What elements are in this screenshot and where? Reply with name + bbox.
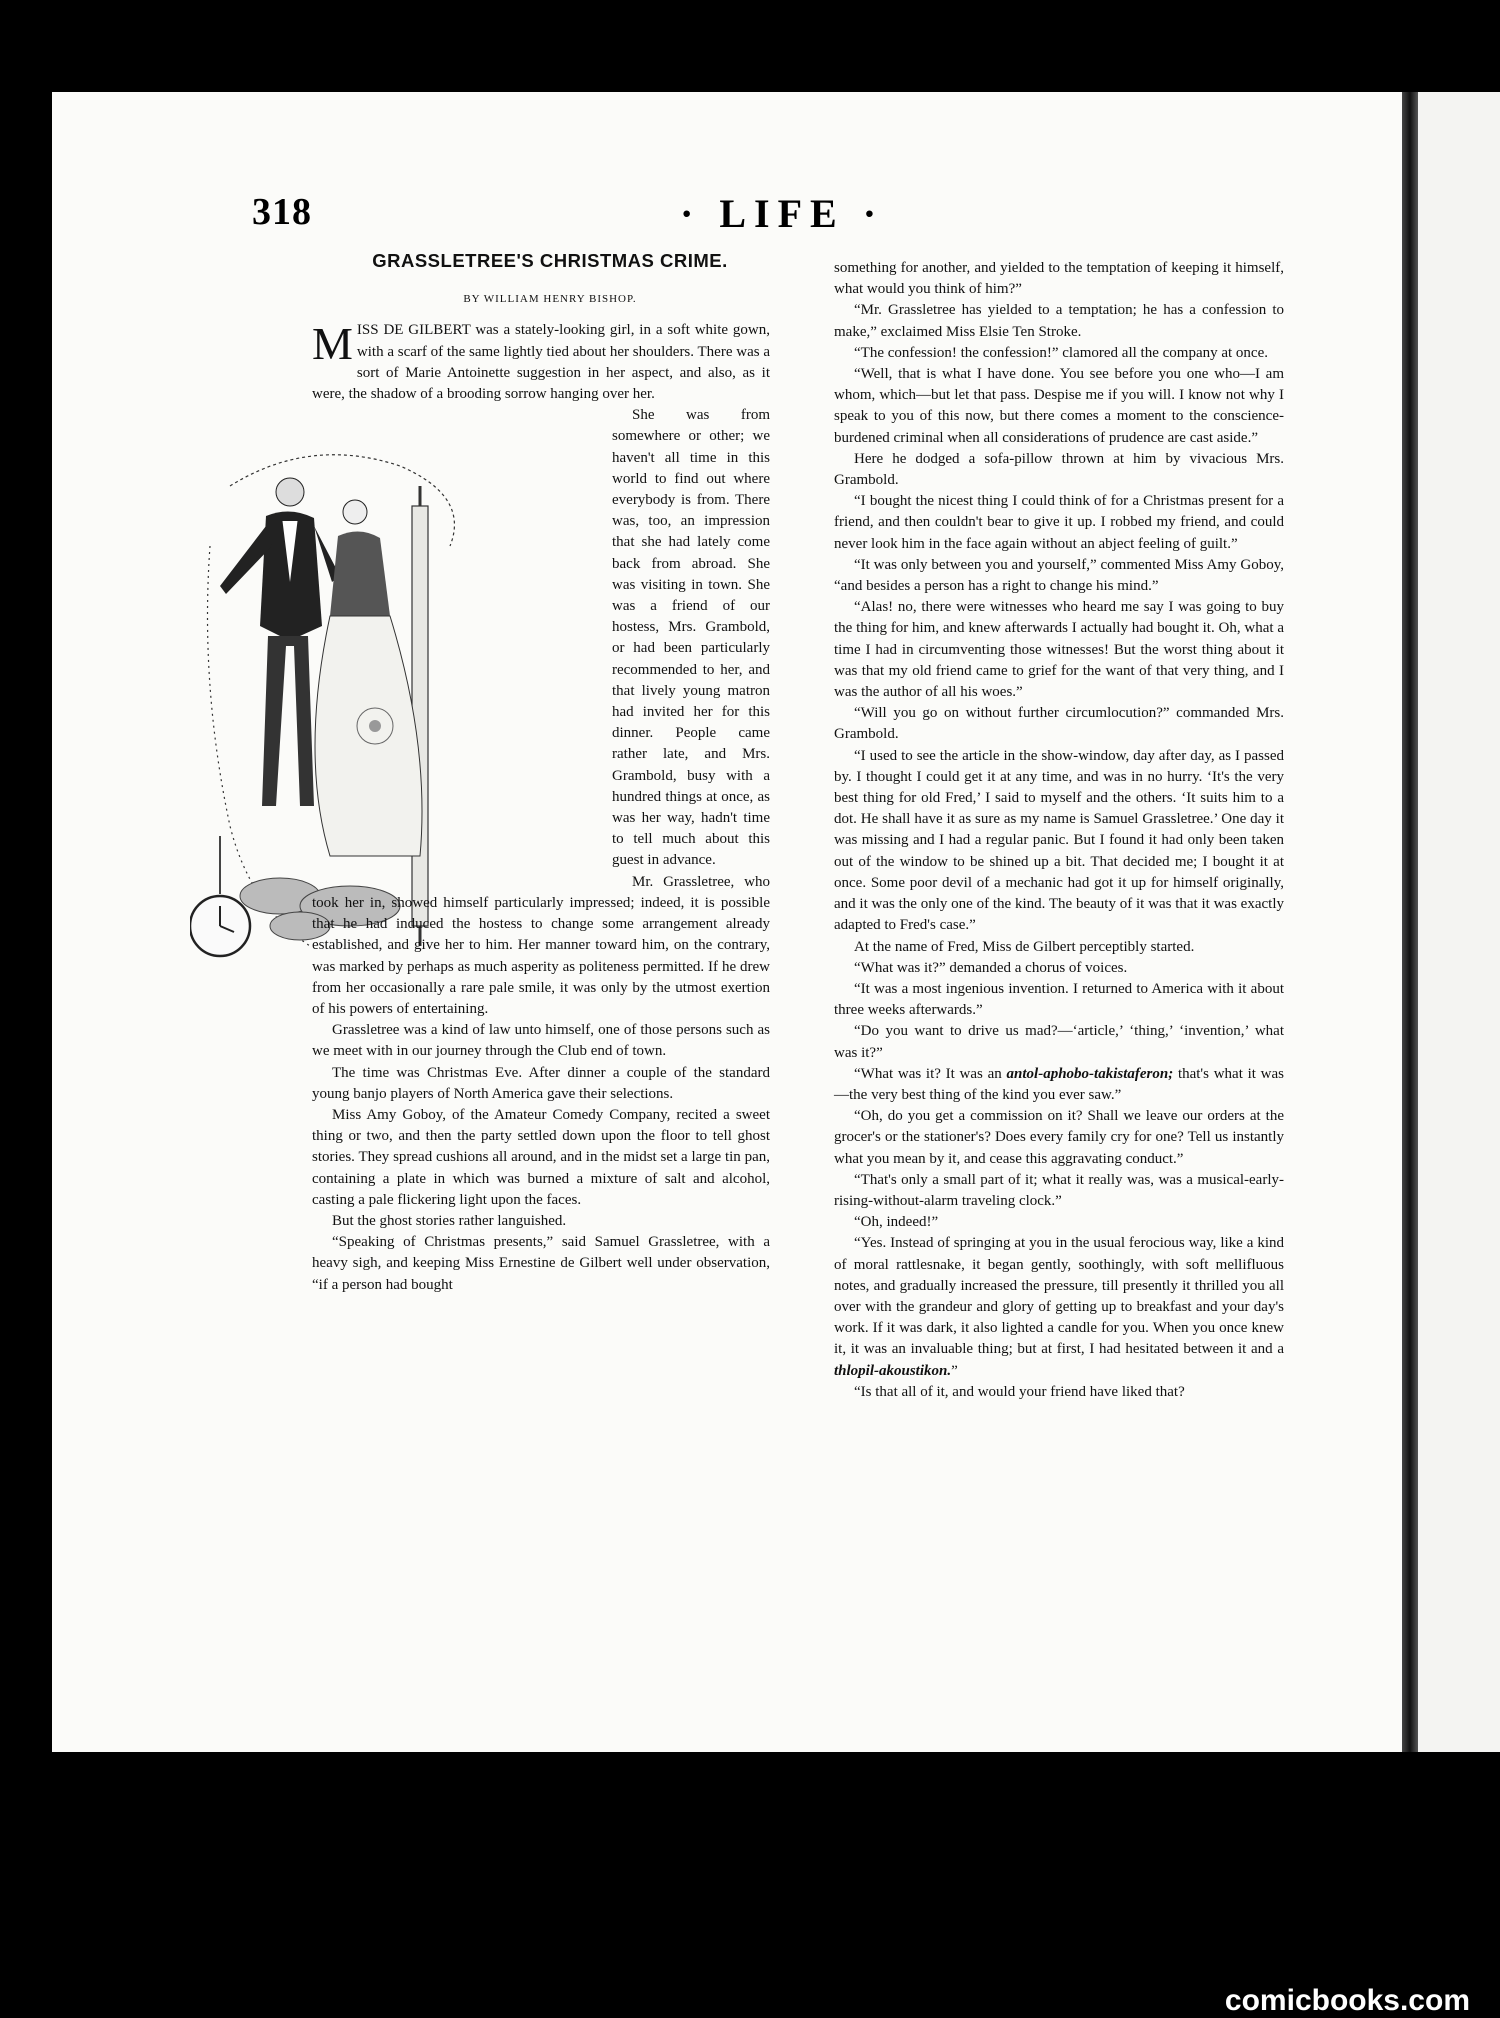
book-spine (1402, 92, 1418, 1752)
paragraph: She was from somewhere or other; we haven't all time in this world to find out where everybody is from. There was, too, an impression that she had lately come back from abroad. She was visiting in town. She was a friend of our hostess, Mrs. Grambold, or had been particularly recommended to her, and that lively young matron had invited her for this dinner. People came rather late, and Mrs. Grambold, busy with a hundred things at once, as was her way, hadn't time to tell much about this guest in advance. (612, 407, 770, 869)
paragraph: “Well, that is what I have done. You see before you one who—I am whom, which—but let that pass. Despise me if you will. I know not why I speak to you of this now, but there comes a moment to the conscience-burdened criminal when all considerations of prudence are cast aside.” (834, 366, 1284, 446)
paragraph-text: ISS DE GILBERT was a stately-looking girl, in a soft white gown, with a scarf of the same lightly tied about her shoulders. There was a sort of Marie Antoinette suggestion in her aspect, and also, as it were, the shadow of a brooding sorrow hanging over her. (312, 322, 770, 403)
paragraph: “Mr. Grassletree has yielded to a temptation; he has a confession to make,” exclaimed Miss Elsie Ten Stroke. (834, 302, 1284, 340)
paragraph: “Oh, do you get a commission on it? Shall we leave our orders at the grocer's or the stationer's? Does every family cry for one? Tell us instantly what you mean by it, and cease this aggravating conduct.” (834, 1108, 1284, 1167)
illustration-wrap-space (302, 407, 602, 887)
text-run: that's what it was—the very best thing of the kind you ever saw.” (834, 1065, 1284, 1103)
opening-paragraph (312, 320, 770, 405)
article-right-column (834, 258, 1284, 1403)
italic-term: thlopil-akoustikon. (834, 1362, 952, 1379)
drop-cap: M (312, 318, 353, 370)
paragraph: “Speaking of Christmas presents,” said Samuel Grassletree, with a heavy sigh, and keeping Miss Ernestine de Gilbert well under observation, “if a person had bought (312, 1234, 770, 1293)
paragraph: At the name of Fred, Miss de Gilbert perceptibly started. (854, 938, 1195, 955)
paragraph: “Alas! no, there were witnesses who heard me say I was going to buy the thing for him, and knew afterwards I actually had bought it. Oh, what a time I had in circumventing those witnesses! But the worst thing about it was that my old friend came to grief for the want of that very thing, and I was the author of all his woes.” (834, 599, 1284, 701)
paragraph: Miss Amy Goboy, of the Amateur Comedy Company, recited a sweet thing or two, and then the party settled down upon the floor to tell ghost stories. They spread cushions all around, and in the midst set a large tin pan, containing a plate in which was burned a mixture of salt and alcohol, casting a pale flickering light upon the faces. (312, 1106, 770, 1208)
paragraph: Mr. Grassletree, who took her in, showed himself particularly impressed; indeed, it is possible that he had induced the hostess to change some arrangement already established, and give her to him. Her manner toward him, on the contrary, was marked by perhaps as much asperity as politeness permitted. If he drew from her occasionally a rare pale smile, it was only by the utmost exertion of his powers of entertaining. (312, 873, 770, 1017)
paragraph: Here he dodged a sofa-pillow thrown at him by vivacious Mrs. Grambold. (834, 450, 1284, 489)
italic-term: antol-aphobo-takistaferon; (1006, 1065, 1174, 1082)
paragraph: “The confession! the confession!” clamored all the company at once. (854, 344, 1269, 361)
paragraph: “What was it?” demanded a chorus of voices. (854, 959, 1128, 976)
paragraph: “Will you go on without further circumlocution?” commanded Mrs. Grambold. (834, 705, 1284, 743)
paragraph: But the ghost stories rather languished. (332, 1212, 567, 1229)
paragraph: “It was a most ingenious invention. I returned to America with it about three weeks afterwards.” (834, 980, 1284, 1019)
facing-page-edge (1418, 92, 1500, 1752)
paragraph: something for another, and yielded to the temptation of keeping it himself, what would you think of him?” (834, 260, 1284, 298)
masthead-title: · LIFE · (680, 191, 885, 236)
paragraph: “That's only a small part of it; what it really was, was a musical-early-rising-without-alarm traveling clock.” (834, 1171, 1284, 1209)
text-run: “What was it? It was an (854, 1065, 1007, 1082)
paragraph: Grassletree was a kind of law unto himself, one of those persons such as we meet with in our journey through the Club end of town. (312, 1022, 770, 1060)
paragraph (834, 1064, 1284, 1106)
text-run: “Yes. Instead of springing at you in the usual ferocious way, like a kind of moral rattlesnake, it began gently, soothingly, with soft mellifluous notes, and gradually increased the pressure, till presently it thrilled you all over with the grandeur and glory of getting up to breakfast and your day's work. If it was dark, it also lighted a candle for you. When you once knew it, it was an invaluable thing; but at first, I had hesitated between it and a (834, 1235, 1284, 1358)
article-title: GRASSLETREE'S CHRISTMAS CRIME. (372, 250, 728, 271)
site-watermark: comicbooks.com (1224, 1984, 1470, 2017)
paragraph: “Oh, indeed!” (854, 1214, 939, 1231)
paragraph: “Do you want to drive us mad?—‘article,’ ‘thing,’ ‘invention,’ what was it?” (834, 1023, 1284, 1061)
paragraph: The time was Christmas Eve. After dinner a couple of the standard young banjo players of North America gave their selections. (312, 1064, 770, 1102)
paragraph: “Is that all of it, and would your friend have liked that? (854, 1383, 1185, 1400)
paragraph: “I bought the nicest thing I could think of for a Christmas present for a friend, and then couldn't bear to give it up. I robbed my friend, and could never look him in the face again without an abject feeling of guilt.” (834, 493, 1284, 552)
text-run: ” (951, 1362, 958, 1379)
paragraph: “It was only between you and yourself,” commented Miss Amy Goboy, “and besides a person has a right to change his mind.” (834, 556, 1284, 595)
article-byline: BY WILLIAM HENRY BISHOP. (463, 293, 637, 306)
paragraph (834, 1233, 1284, 1381)
page-number: 318 (252, 191, 312, 233)
article-left-column (312, 246, 770, 1296)
paragraph: “I used to see the article in the show-window, day after day, as I passed by. I thought I could get it at any time, and was in no hurry. ‘It's the very best thing for old Fred,’ I said to myself and the others. ‘It suits him to a dot. He shall have it as sure as my name is Samuel Grassletree.’ One day it was missing and I had a regular panic. But I found it had only been taken out of the window to be shined up a bit. That decided me; I bought it at once. Some poor devil of a mechanic had got it up for himself originally, and it was the only one of the kind. The beauty of it was that it was exactly adapted to Fred's case.” (834, 747, 1284, 934)
